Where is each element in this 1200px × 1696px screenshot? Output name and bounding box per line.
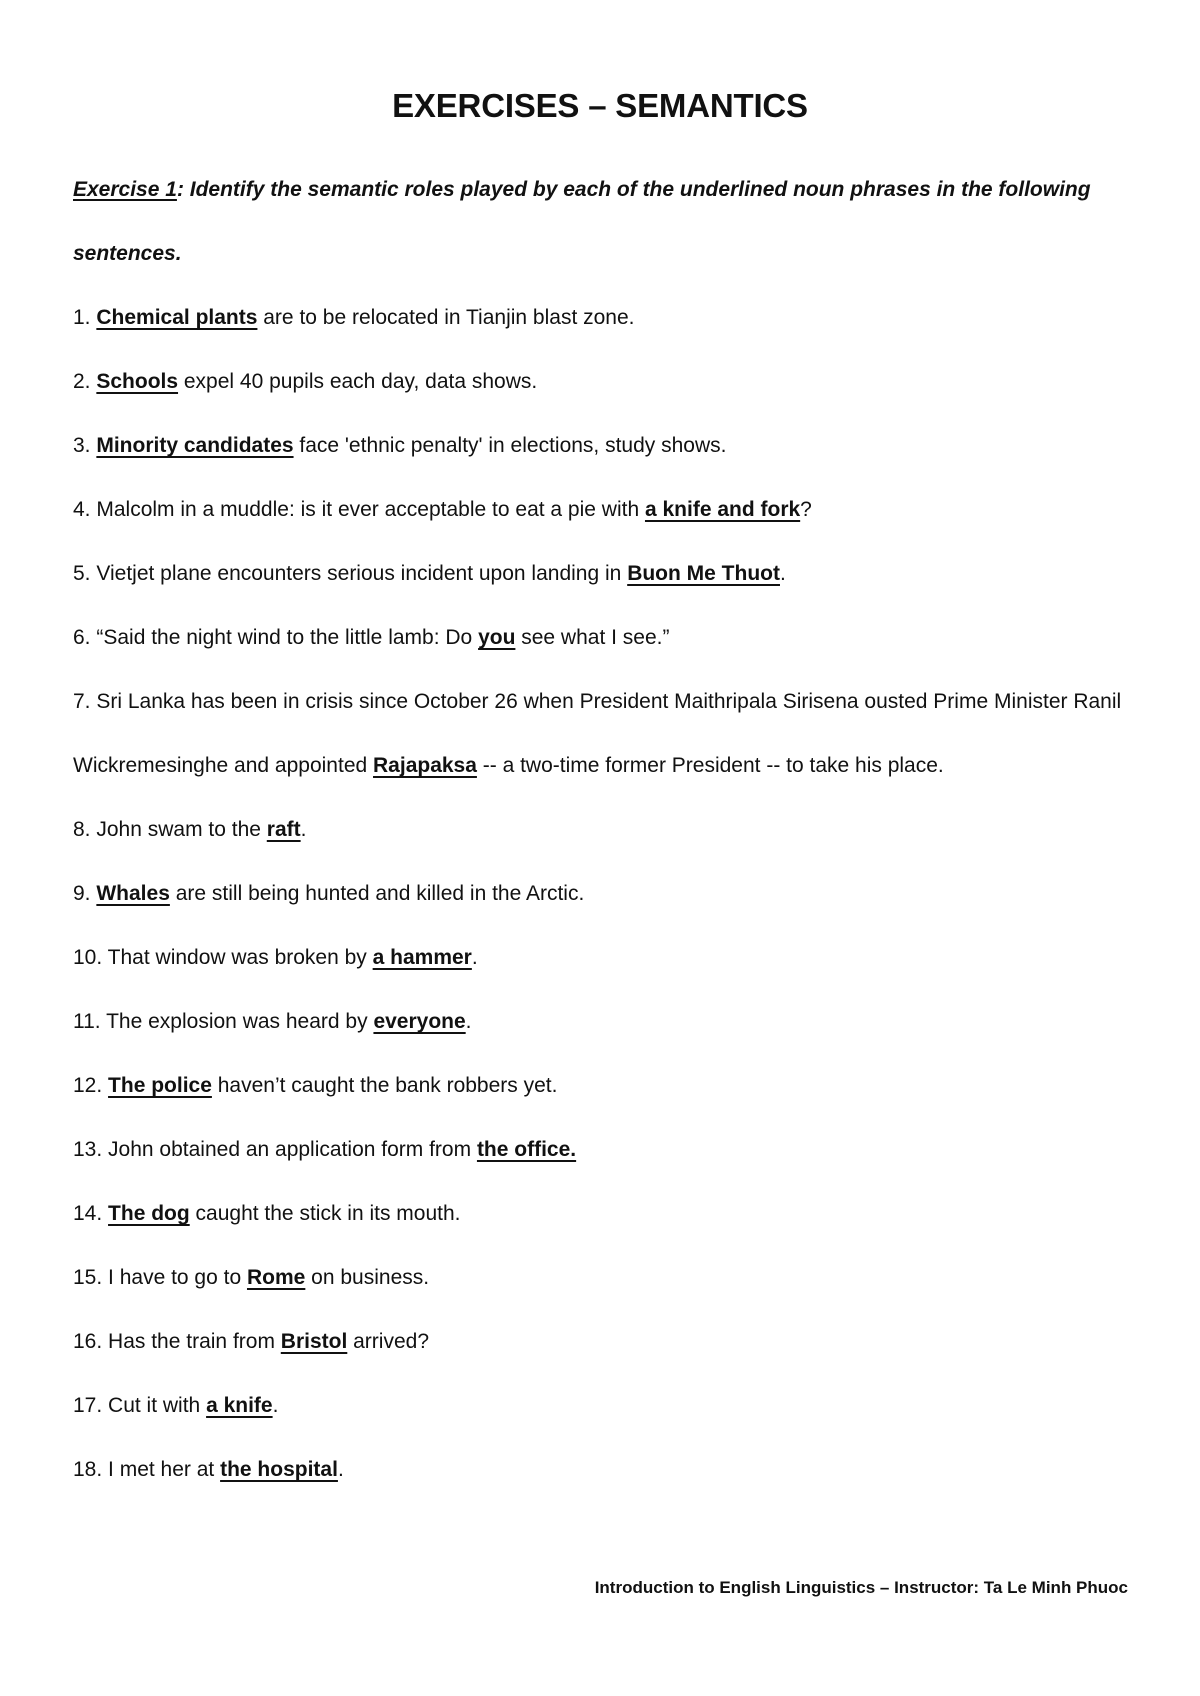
sentence-text-before: John swam to the	[96, 818, 267, 841]
sentence-text-after: .	[272, 1394, 279, 1417]
underlined-noun-phrase: Rajapaksa	[373, 754, 477, 777]
sentence-text-after: .	[300, 818, 307, 841]
underlined-noun-phrase: Schools	[96, 370, 179, 393]
sentence-item	[73, 670, 1133, 798]
sentence-text-after: arrived?	[347, 1330, 429, 1353]
underlined-noun-phrase: raft	[266, 818, 301, 841]
sentence-number: 16.	[73, 1330, 103, 1353]
underlined-noun-phrase: a hammer	[372, 946, 472, 969]
underlined-noun-phrase: you	[478, 626, 516, 649]
sentence-text-after: caught the stick in its mouth.	[189, 1202, 461, 1225]
sentence-number: 5.	[73, 562, 91, 585]
page-title: EXERCISES – SEMANTICS	[392, 87, 808, 124]
sentence-number: 1.	[73, 306, 91, 329]
underlined-noun-phrase: Rome	[246, 1266, 306, 1289]
sentence-text-before: Vietjet plane encounters serious incident upon landing in	[96, 562, 628, 585]
sentence-number: 6.	[73, 626, 91, 649]
exercise-label: Exercise 1	[73, 178, 177, 201]
underlined-noun-phrase: Whales	[96, 882, 170, 905]
sentence-item	[73, 350, 1133, 414]
sentence-number: 10.	[73, 946, 103, 969]
sentence-text-after: see what I see.”	[515, 626, 670, 649]
sentence-list	[73, 286, 1133, 1502]
sentence-item	[73, 1438, 1133, 1502]
sentence-text-before: I met her at	[108, 1458, 221, 1481]
sentence-number: 2.	[73, 370, 91, 393]
underlined-noun-phrase: a knife	[206, 1394, 273, 1417]
sentence-text-after: on business.	[305, 1266, 430, 1289]
exercise-instruction	[73, 158, 1133, 286]
sentence-number: 15.	[73, 1266, 103, 1289]
sentence-item	[73, 414, 1133, 478]
sentence-text-after: are to be relocated in Tianjin blast zone.	[257, 306, 635, 329]
underlined-noun-phrase: the hospital	[220, 1458, 338, 1481]
sentence-text-after: expel 40 pupils each day, data shows.	[178, 370, 538, 393]
sentence-number: 3.	[73, 434, 91, 457]
sentence-item	[73, 1182, 1133, 1246]
sentence-text-after: -- a two-time former President -- to take his place.	[476, 754, 944, 777]
underlined-noun-phrase: Minority candidates	[96, 434, 294, 457]
sentence-number: 8.	[73, 818, 91, 841]
sentence-number: 11.	[73, 1010, 101, 1033]
sentence-text-after: .	[471, 946, 478, 969]
sentence-item	[73, 926, 1133, 990]
sentence-text-after: .	[465, 1010, 472, 1033]
sentence-text-after: .	[779, 562, 786, 585]
sentence-text-before: Malcolm in a muddle: is it ever acceptable to eat a pie with	[96, 498, 645, 521]
sentence-text-before: Cut it with	[108, 1394, 207, 1417]
sentence-item	[73, 478, 1133, 542]
sentence-item	[73, 1310, 1133, 1374]
underlined-noun-phrase: Buon Me Thuot	[627, 562, 780, 585]
underlined-noun-phrase: The police	[108, 1074, 212, 1097]
page-footer: Introduction to English Linguistics – Instructor: Ta Le Minh Phuoc	[594, 1578, 1128, 1597]
sentence-item	[73, 1374, 1133, 1438]
underlined-noun-phrase: a knife and fork	[644, 498, 801, 521]
sentence-number: 4.	[73, 498, 91, 521]
sentence-text-after: are still being hunted and killed in the Arctic.	[169, 882, 585, 905]
sentence-item	[73, 542, 1133, 606]
sentence-item	[73, 862, 1133, 926]
sentence-text-before: Has the train from	[108, 1330, 281, 1353]
sentence-text-after: face 'ethnic penalty' in elections, study shows.	[293, 434, 727, 457]
sentence-item	[73, 990, 1133, 1054]
sentence-item	[73, 286, 1133, 350]
sentence-number: 14.	[73, 1202, 103, 1225]
underlined-noun-phrase: everyone	[373, 1010, 466, 1033]
sentence-item	[73, 798, 1133, 862]
sentence-text-after: .	[337, 1458, 344, 1481]
sentence-text-before: That window was broken by	[107, 946, 373, 969]
sentence-item	[73, 1246, 1133, 1310]
sentence-item	[73, 1054, 1133, 1118]
sentence-text-before: Sri Lanka has been in crisis since October 26 when President Maithripala Sirisena ousted Prime Minister Ranil Wickremesinghe and appointed	[73, 690, 1122, 777]
underlined-noun-phrase: The dog	[108, 1202, 190, 1225]
sentence-item	[73, 606, 1133, 670]
exercise-instruction-text: : Identify the semantic roles played by each of the underlined noun phrases in the following sentences.	[73, 178, 1091, 265]
sentence-text-before: I have to go to	[108, 1266, 247, 1289]
sentence-number: 7.	[73, 690, 91, 713]
underlined-noun-phrase: Bristol	[280, 1330, 348, 1353]
underlined-noun-phrase: Chemical plants	[96, 306, 258, 329]
sentence-number: 18.	[73, 1458, 103, 1481]
sentence-text-after: haven’t caught the bank robbers yet.	[211, 1074, 558, 1097]
sentence-item	[73, 1118, 1133, 1182]
sentence-text-after: ?	[800, 498, 812, 521]
sentence-text-before: The explosion was heard by	[106, 1010, 374, 1033]
underlined-noun-phrase: the office.	[476, 1138, 577, 1161]
sentence-number: 17.	[73, 1394, 103, 1417]
sentence-text-before: “Said the night wind to the little lamb: Do	[96, 626, 479, 649]
sentence-text-before: John obtained an application form from	[108, 1138, 477, 1161]
sentence-number: 9.	[73, 882, 91, 905]
sentence-number: 13.	[73, 1138, 103, 1161]
sentence-number: 12.	[73, 1074, 103, 1097]
